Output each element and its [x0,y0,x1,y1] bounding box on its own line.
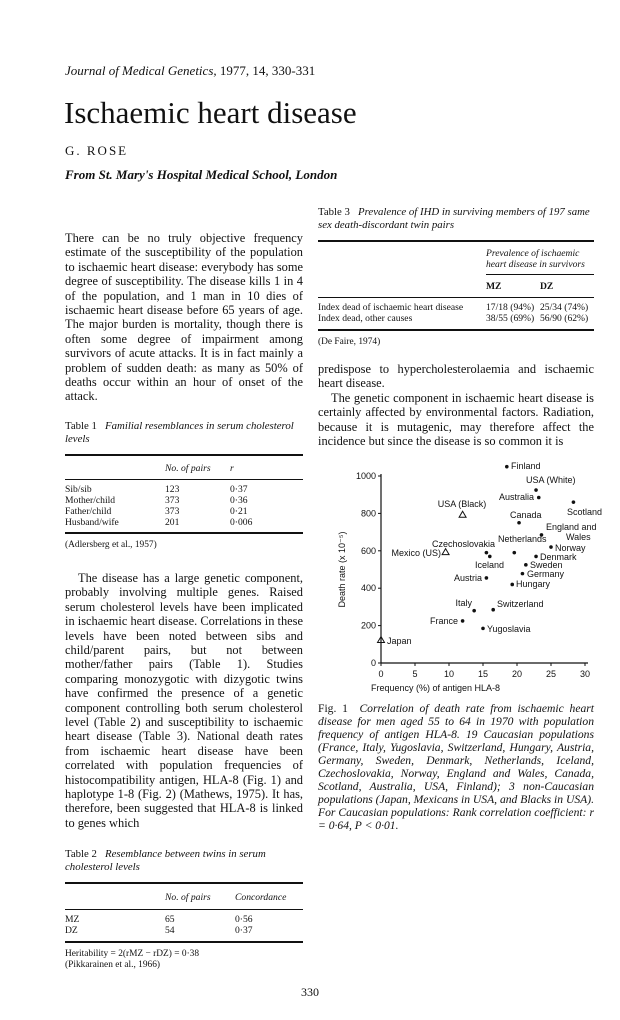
point-label: USA (Black) [437,499,487,510]
table-1 [65,420,303,551]
table-2 [65,848,303,971]
page-number: 330 [301,985,319,1000]
data-point-triangle [442,549,449,555]
point-label: Japan [387,636,412,647]
data-point [521,572,525,576]
point-label: Italy [455,598,472,609]
data-point-triangle [459,512,466,518]
data-point [534,555,538,559]
figure-label: Fig. 1 [318,702,348,716]
x-tick-label: 10 [443,669,455,680]
x-tick-label: 25 [545,669,557,680]
figure-caption [318,702,594,832]
x-axis-label: Frequency (%) of antigen HLA-8 [371,683,501,694]
point-label: Switzerland [497,599,544,610]
data-point [485,551,489,555]
x-tick-label: 20 [511,669,523,680]
data-point [524,563,528,567]
data-point [549,546,553,550]
point-label: Scotland [566,507,602,518]
cell: 373 [165,494,180,506]
data-point [534,489,538,493]
cell: 54 [165,925,175,937]
point-label: England and Wales [546,522,600,543]
point-label: Yugoslavia [487,624,531,635]
point-label: Sweden [530,560,563,571]
cell: 0·37 [235,925,253,937]
cell: Father/child [65,505,112,517]
table-caption: Resemblance between twins in serum cholesterol levels [65,848,266,874]
column-header: r [230,462,234,474]
data-point [505,465,509,469]
cell: 56/90 (62%) [540,313,589,324]
data-point [472,609,476,613]
paragraph: The disease has a large genetic component, probably involving multiple genes. Raised serum cholesterol levels have been implicated in ischaemic heart disease. Correlations in these levels have been noted between sibs and child/parent pairs, but not between mother/father pairs (Table 1). Studies comparing monozygotic with dizygotic twins have confirmed the presence of a genetic component controlling both serum cholesterol level (Table 2) and susceptibility to ischaemic heart disease (Table 3). National death rates from ischaemic heart disease have been correlated with population frequencies of histocompatibility antigen, HLA-8 (Fig. 1) and haplotype 1-8 (Fig. 2) (Mathews, 1975). It has, therefore, been suggested that HLA-8 is linked to genes which [65,570,303,830]
point-label: USA (White) [526,475,576,486]
data-point [517,521,521,525]
cell: 0·21 [230,505,248,517]
table-caption: Familial resemblances in serum cholesterol levels [65,419,294,445]
column-header: No. of pairs [165,892,211,904]
table-source: (De Faire, 1974) [318,337,381,347]
cell: Index dead of ischaemic heart disease [318,302,464,313]
cell: 38/55 (69%) [486,313,535,324]
point-label: Iceland [475,560,505,571]
data-point [572,501,576,505]
table-caption: Prevalence of IHD in surviving members of 197 same sex death-discordant twin pairs [318,206,590,231]
table-source: (Adlersberg et al., 1957) [65,539,157,550]
table-label: Table 3 [318,206,350,218]
cell: 373 [165,505,180,517]
genetics-paragraph [65,571,303,830]
point-label: Czechoslovakia [431,539,495,550]
point-label: Austria [453,573,482,584]
cell: 0·36 [230,494,248,506]
point-label: Canada [510,510,542,521]
cell: 123 [165,483,180,495]
data-point [512,551,516,555]
point-label: Hungary [516,579,551,590]
cell: 17/18 (94%) [486,302,535,313]
cell: 65 [165,914,175,926]
table-3 [318,206,594,348]
cell: Mother/child [65,494,116,506]
y-tick-label: 200 [360,621,376,632]
two-column-body [0,206,620,971]
author: G. ROSE [65,143,129,158]
x-tick-label: 5 [412,669,418,680]
y-axis-label: Death rate (x 10⁻⁵) [337,531,347,608]
group-header: Prevalence of ischaemic heart disease in survivors [486,248,585,270]
x-tick-label: 15 [477,669,489,680]
y-tick-label: 800 [360,508,376,519]
cell: 0·37 [230,483,248,495]
cell: 0·56 [235,914,253,926]
figure-caption-text: Correlation of death rate from ischaemic heart disease for men aged 55 to 64 in 1970 with population frequency of antigen HLA-8. 19 Caucasian populations (France, Italy, Yugoslavia, Switzerland, Hungary, Austria, Germany, Sweden, Denmark, Netherlands, Iceland, Czechoslovakia, Norway, England and Wales, Canada, Scotland, Australia, USA, Finland); 3 non-Caucasian populations (Japan, Mexicans in USA, and Blacks in USA). For Caucasian populations: Rank correlation coefficient: r = 0·64, P < 0·01. [318,702,595,833]
point-label: Mexico (US) [391,548,441,559]
data-point [491,608,495,612]
cell: Husband/wife [65,516,119,528]
point-label: Norway [555,543,586,554]
table-source: (Pikkarainen et al., 1966) [65,960,161,971]
data-point [537,496,541,500]
data-point [488,555,492,559]
point-label: France [429,616,458,627]
point-label: Denmark [540,552,577,563]
y-tick-label: 0 [370,658,376,669]
table-label: Table 1 [65,419,97,432]
journal-header [65,63,315,79]
paragraph: There can be no truly objective frequency estimate of the susceptibility of the population to ischaemic heart disease: everybody has some degree of susceptibility. The disease kills 1 in 4 of the population, and 1 man in 10 dies of ischaemic heart disease before 65 years of age. The major burden is mortality, though there is often some degree of impairment among survivors of acute attacks. It is in fact mainly a problem of sudden death: as many as 50% of deaths occur within an hour of onset of the attack. [65,231,303,404]
cell: MZ [65,914,80,926]
point-label: Finland [511,461,541,472]
point-label: Netherlands [498,534,547,545]
left-column [65,206,303,971]
cell: 201 [165,516,180,528]
y-tick-label: 600 [360,546,376,557]
intro-paragraph [65,231,303,404]
y-tick-label: 400 [360,583,376,594]
right-column [318,206,602,971]
table-label: Table 2 [65,848,97,861]
column-header: Concordance [235,892,287,904]
y-tick-label: 1000 [355,471,376,482]
paragraph: The genetic component in ischaemic heart disease is certainly affected by environmental factors. Radiation, because it is mutagenic, may therefore affect the incidence but since the disease is so common it is [318,390,594,449]
column-header: DZ [540,275,594,298]
data-point [510,583,514,587]
paragraph: predispose to hypercholesterolaemia and ischaemic heart disease. [318,362,594,391]
cell: 0·006 [230,516,253,528]
heritability-note: Heritability = 2(rMZ − rDZ) = 0·38 [65,949,200,960]
data-point [485,577,489,581]
affiliation: From St. Mary's Hospital Medical School, London [65,167,338,182]
point-label: Australia [498,492,534,503]
x-tick-label: 30 [579,669,591,680]
point-label: Germany [527,569,565,580]
x-tick-label: 0 [378,669,384,680]
cell: DZ [65,925,78,937]
figure-1-scatter-plot [320,456,610,698]
article-title: Ischaemic heart disease [64,95,357,130]
column-header: No. of pairs [165,462,211,474]
journal-citation: 1977, 14, 330-331 [216,63,316,78]
cell: Sib/sib [65,483,92,495]
cell: 25/34 (74%) [540,302,589,313]
right-column-text [318,362,594,448]
data-point [481,627,485,631]
data-point [461,620,465,624]
journal-name: Journal of Medical Genetics, [65,63,217,78]
column-header: MZ [486,275,540,298]
cell: Index dead, other causes [318,313,413,324]
